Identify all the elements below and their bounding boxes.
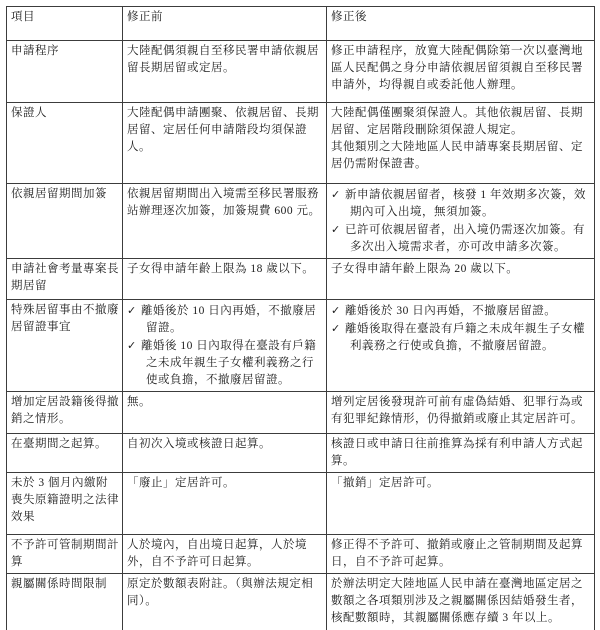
paragraph-text: 人於境內，自出境日起算，人於境外，自不予許可日起算。 (127, 539, 307, 568)
before-cell (123, 259, 327, 300)
table-row (7, 434, 595, 473)
item-cell: 在臺期間之起算。 (7, 434, 123, 473)
after-cell (327, 41, 595, 103)
comparison-table (6, 6, 595, 630)
paragraph-text: 於辦法明定大陸地區人民申請在臺灣地區定居之數額之各項類別涉及之親屬關係因結婚發生者，核配數額時，其親屬關係應存續 3 年以上。 (331, 578, 583, 624)
before-cell (123, 574, 327, 630)
item-cell: 保證人 (7, 103, 123, 184)
check-icon: ✓ (331, 322, 341, 335)
table-row (7, 392, 595, 434)
check-item-text: 離婚後於 30 日內再婚，不撤廢居留證。 (345, 305, 557, 317)
check-list-item (331, 186, 591, 221)
paragraph-text: 自初次入境或核證日起算。 (127, 438, 271, 450)
after-cell (327, 574, 595, 630)
paragraph-text: 修正得不予許可、撤銷或廢止之管制期間及起算日，自不予許可起算。 (331, 539, 583, 568)
item-cell: 依親居留期間加簽 (7, 184, 123, 259)
check-item-text: 離婚後取得在臺設有戶籍之未成年親生子女權利義務之行使或負擔，不撤廢居留證。 (345, 323, 585, 352)
item-cell: 親屬關係時間限制 (7, 574, 123, 630)
check-list-item (331, 221, 591, 256)
check-item-text: 已許可依親居留者，出入境仍需逐次加簽。有多次出入境需求者，亦可改申請多次簽。 (345, 224, 585, 253)
table-row (7, 103, 595, 184)
table-row (7, 535, 595, 574)
check-item-text: 離婚後於 10 日內再婚，不撤廢居留證。 (141, 305, 317, 334)
check-list-item (127, 302, 323, 337)
item-cell: 特殊居留事由不撤廢居留證事宜 (7, 300, 123, 392)
before-cell (123, 535, 327, 574)
before-cell (123, 41, 327, 103)
check-icon: ✓ (331, 223, 341, 236)
table-row (7, 574, 595, 630)
after-cell (327, 300, 595, 392)
paragraph-text: 大陸配偶須親自至移民署申請依親居留長期居留或定居。 (127, 45, 319, 74)
paragraph-text: 無。 (127, 396, 151, 408)
paragraph-text: 核證日或申請日往前推算為採有利申請人方式起算。 (331, 438, 583, 467)
before-cell (123, 473, 327, 535)
table-row (7, 259, 595, 300)
item-cell: 不予許可管制期間計算 (7, 535, 123, 574)
table-row (7, 41, 595, 103)
table-row (7, 300, 595, 392)
before-cell (123, 434, 327, 473)
item-cell: 申請社會考量專案長期居留 (7, 259, 123, 300)
check-list-item (331, 302, 591, 320)
paragraph-text: 大陸配偶僅團聚須保證人。其他依親居留、長期居留、定居階段刪除須保證人規定。 (331, 107, 583, 136)
before-cell (123, 300, 327, 392)
after-cell (327, 473, 595, 535)
paragraph-text: 子女得申請年齡上限為 20 歲以下。 (331, 263, 519, 275)
paragraph-text: 原定於數額表附註。（與辦法規定相同）。 (127, 578, 314, 607)
paragraph-text: 子女得申請年齡上限為 18 歲以下。 (127, 263, 315, 275)
paragraph-text: 「廢止」定居許可。 (127, 477, 235, 489)
after-cell (327, 434, 595, 473)
item-cell: 申請程序 (7, 41, 123, 103)
paragraph-text: 依親居留期間出入境需至移民署服務站辦理逐次加簽，加簽規費 600 元。 (127, 188, 321, 217)
header-cell-before: 修正前 (123, 7, 327, 41)
after-cell (327, 103, 595, 184)
paragraph-text: 「撤銷」定居許可。 (331, 477, 439, 489)
table-row (7, 473, 595, 535)
after-cell (327, 184, 595, 259)
check-item-text: 新申請依親居留者，核發 1 年效期多次簽，效期內可入出境，無須加簽。 (345, 189, 586, 218)
paragraph-text: 修正申請程序，放寬大陸配偶除第一次以臺灣地區人民配偶之身分申請依親居留須親自至移民署申請外，均得親自或委託他人辦理。 (331, 45, 583, 91)
after-cell (327, 392, 595, 434)
table-row (7, 184, 595, 259)
item-cell: 增加定居設籍後得撤銷之情形。 (7, 392, 123, 434)
paragraph-text: 增列定居後發現許可前有虛偽結婚、犯罪行為或有犯罪紀錄情形，仍得撤銷或廢止其定居許可。 (331, 396, 583, 425)
comparison-table-body (7, 7, 595, 630)
check-list-item (331, 320, 591, 355)
before-cell (123, 103, 327, 184)
header-row (7, 7, 595, 41)
before-cell (123, 392, 327, 434)
check-icon: ✓ (127, 339, 137, 352)
check-item-text: 離婚後 10 日內取得在臺設有戶籍之未成年親生子女權利義務之行使或負擔，不撤廢居留證。 (141, 340, 317, 386)
after-cell (327, 259, 595, 300)
header-cell-after: 修正後 (327, 7, 595, 41)
check-icon: ✓ (127, 304, 137, 317)
item-cell: 未於 3 個月內繳附喪失原籍證明之法律效果 (7, 473, 123, 535)
check-list-item (127, 337, 323, 389)
before-cell (123, 184, 327, 259)
check-icon: ✓ (331, 304, 341, 317)
paragraph-text: 其他類別之大陸地區人民申請專案長期居留、定居仍需附保證書。 (331, 141, 583, 170)
check-icon: ✓ (331, 188, 341, 201)
after-cell (327, 535, 595, 574)
paragraph-text: 大陸配偶申請團聚、依親居留、長期居留、定居任何申請階段均須保證人。 (127, 107, 319, 153)
header-cell-item: 項目 (7, 7, 123, 41)
